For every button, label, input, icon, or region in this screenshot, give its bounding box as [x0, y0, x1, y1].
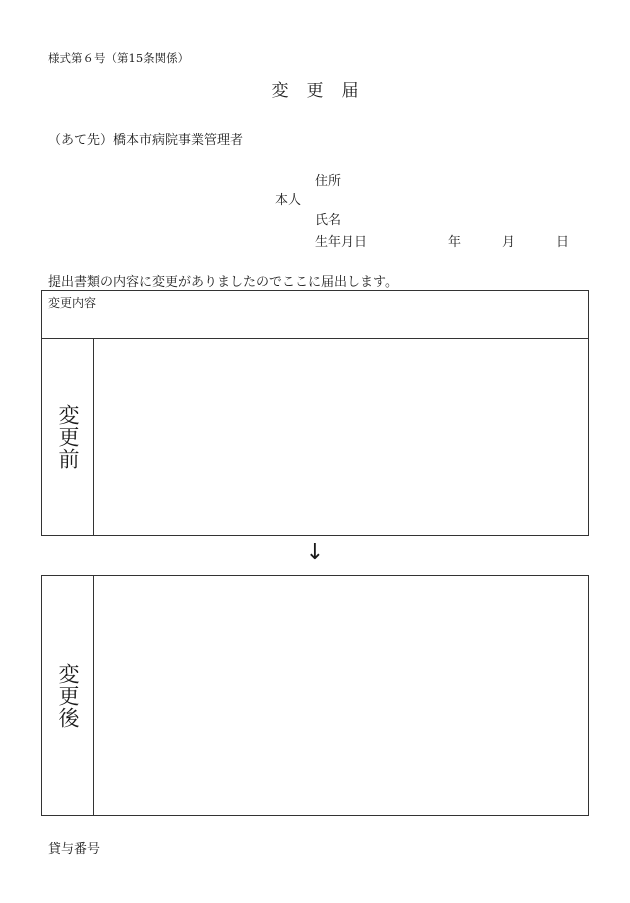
day-label: 日: [556, 235, 570, 250]
before-change-side: [42, 339, 94, 535]
before-change-box: [41, 338, 589, 536]
change-content-label: 変更内容: [48, 296, 97, 310]
after-change-side: [42, 576, 94, 815]
notice-text: 提出書類の内容に変更がありましたのでここに届出します。: [48, 275, 398, 290]
form-number: 様式第６号（第15条関係）: [48, 51, 190, 65]
after-change-label: 変更後: [56, 662, 80, 729]
before-change-label: 変更前: [56, 404, 80, 470]
address-label: 住所: [315, 174, 342, 189]
page-title: 変更届: [271, 81, 377, 101]
addressee: （あて先）橋本市病院事業管理者: [48, 133, 244, 148]
name-label: 氏名: [315, 213, 342, 228]
before-change-field[interactable]: [94, 339, 588, 535]
change-content-box[interactable]: [41, 290, 589, 339]
down-arrow-icon: ↓: [305, 540, 325, 565]
person-label: 本人: [275, 193, 302, 208]
after-change-field[interactable]: [94, 576, 588, 815]
month-label: 月: [502, 235, 516, 250]
after-change-box: [41, 575, 589, 816]
year-label: 年: [448, 235, 462, 250]
loan-number-label: 貸与番号: [48, 842, 101, 857]
dob-label: 生年月日: [315, 235, 368, 250]
